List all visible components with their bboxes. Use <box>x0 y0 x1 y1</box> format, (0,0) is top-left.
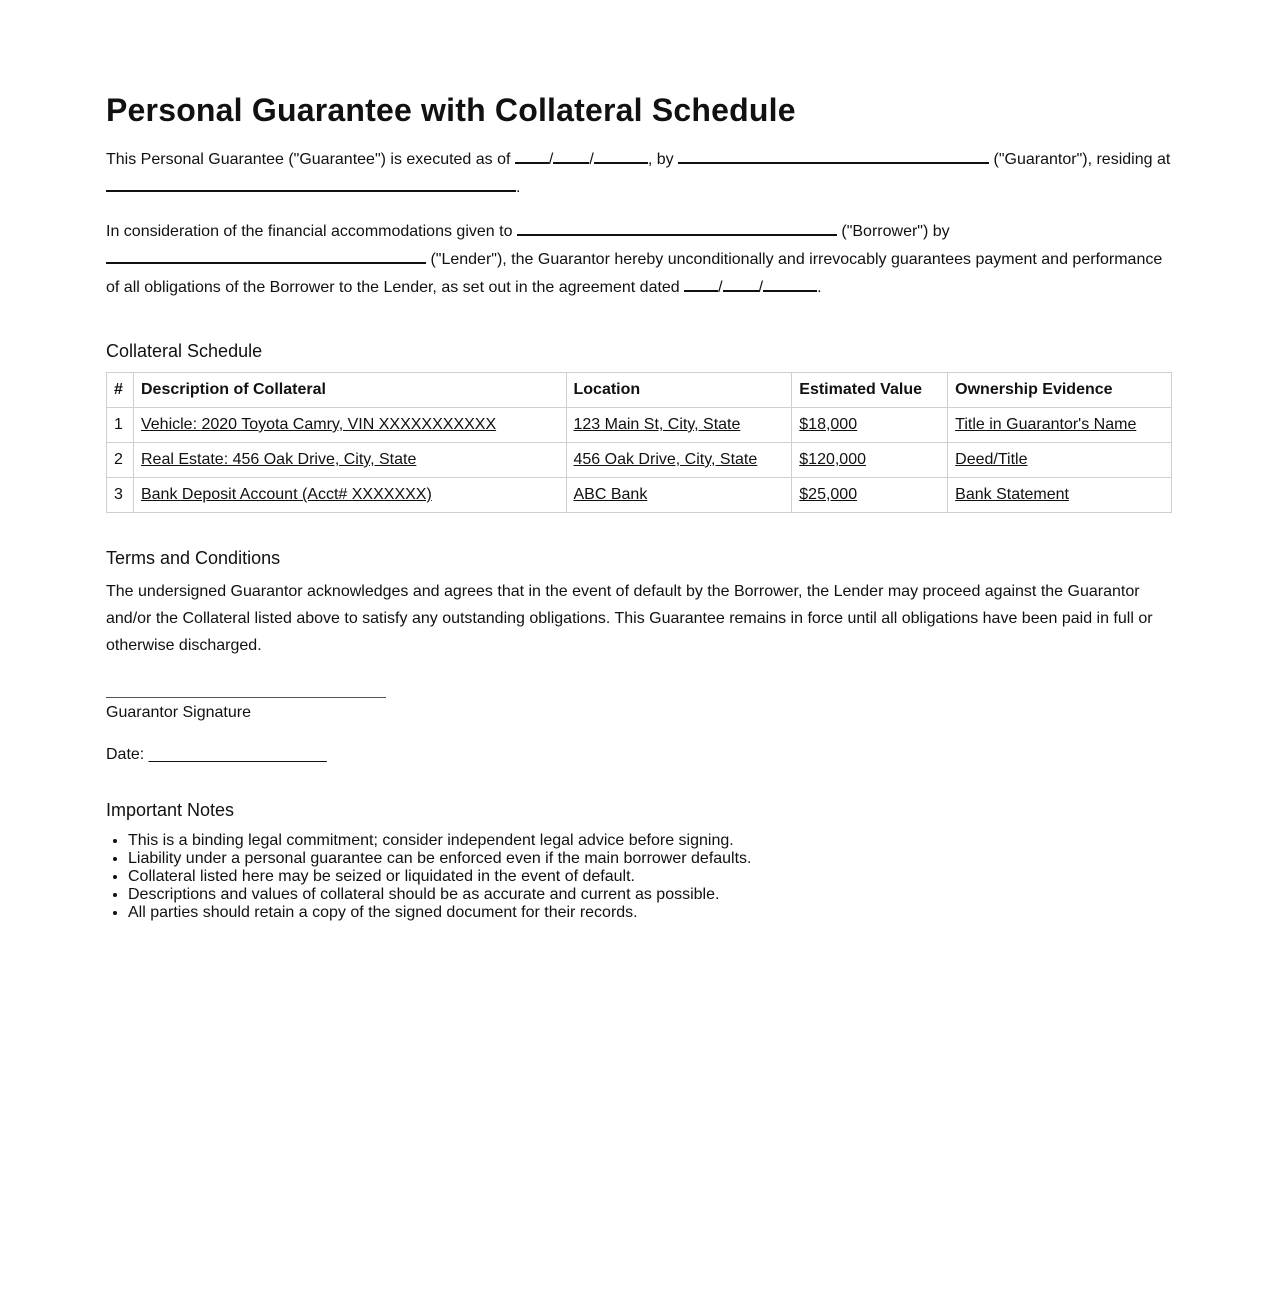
column-header-number: # <box>107 373 134 408</box>
list-item: • Liability under a personal guarantee can be enforced even if the main borrower defaults. <box>128 850 1172 868</box>
value-cell[interactable]: $25,000 <box>792 478 948 513</box>
table-row <box>107 408 1172 443</box>
column-header-value: Estimated Value <box>792 373 948 408</box>
terms-text: The undersigned Guarantor acknowledges and agrees that in the event of default by the Borrower, the Lender may proceed against the Guarantor and/or the Collateral listed above to satisfy any outstanding obligations. This Guarantee remains in force until all obligations have been paid in full or otherwise discharged. <box>106 583 1153 654</box>
description-cell[interactable]: Real Estate: 456 Oak Drive, City, State <box>133 443 566 478</box>
agreement-date-year-field[interactable] <box>763 273 817 292</box>
list-item: • This is a binding legal commitment; consider independent legal advice before signing. <box>128 832 1172 850</box>
agreement-date-day-field[interactable] <box>723 273 759 292</box>
row-number: 3 <box>107 478 134 513</box>
consideration-paragraph: In consideration of the financial accommodations given to ("Borrower") by ("Lender"), the Guarantor hereby unconditionally and irrevocably guarantees payment and performance of all obligations of the Borrower to the Lender, as set out in the agreement dated / / . <box>106 217 1172 301</box>
signature-label: Guarantor Signature <box>106 704 251 721</box>
table-row <box>107 443 1172 478</box>
list-item: • Descriptions and values of collateral should be as accurate and current as possible. <box>128 886 1172 904</box>
execution-date-month-field[interactable] <box>515 145 549 164</box>
column-header-evidence: Ownership Evidence <box>948 373 1172 408</box>
execution-date-day-field[interactable] <box>553 145 589 164</box>
agreement-date-month-field[interactable] <box>684 273 718 292</box>
value-cell[interactable]: $18,000 <box>792 408 948 443</box>
description-cell[interactable]: Vehicle: 2020 Toyota Camry, VIN XXXXXXXXXXX <box>133 408 566 443</box>
notes-list <box>106 832 1172 922</box>
column-header-description: Description of Collateral <box>133 373 566 408</box>
borrower-name-field[interactable] <box>517 217 837 236</box>
table-row <box>107 478 1172 513</box>
document <box>106 88 1172 922</box>
notes-heading: Important Notes <box>106 800 235 820</box>
row-number: 1 <box>107 408 134 443</box>
description-cell[interactable]: Bank Deposit Account (Acct# XXXXXXX) <box>133 478 566 513</box>
signature-line[interactable] <box>106 697 386 698</box>
collateral-heading: Collateral Schedule <box>106 341 263 361</box>
table-header-row <box>107 373 1172 408</box>
evidence-cell[interactable]: Bank Statement <box>948 478 1172 513</box>
evidence-cell[interactable]: Deed/Title <box>948 443 1172 478</box>
column-header-location: Location <box>566 373 792 408</box>
intro-text: This Personal Guarantee ("Guarantee") is executed as of <box>106 151 511 168</box>
guarantor-address-field[interactable] <box>106 173 516 192</box>
page-title: Personal Guarantee with Collateral Schedule <box>106 92 796 128</box>
signature-date[interactable]: Date: ____________________ <box>106 746 327 763</box>
lender-name-field[interactable] <box>106 245 426 264</box>
collateral-table <box>106 372 1172 513</box>
terms-heading: Terms and Conditions <box>106 548 281 568</box>
guarantor-name-field[interactable] <box>678 145 989 164</box>
location-cell[interactable]: ABC Bank <box>566 478 792 513</box>
location-cell[interactable]: 456 Oak Drive, City, State <box>566 443 792 478</box>
list-item: • All parties should retain a copy of the signed document for their records. <box>128 904 1172 922</box>
evidence-cell[interactable]: Title in Guarantor's Name <box>948 408 1172 443</box>
value-cell[interactable]: $120,000 <box>792 443 948 478</box>
execution-date-year-field[interactable] <box>594 145 648 164</box>
list-item: • Collateral listed here may be seized or liquidated in the event of default. <box>128 868 1172 886</box>
location-cell[interactable]: 123 Main St, City, State <box>566 408 792 443</box>
row-number: 2 <box>107 443 134 478</box>
intro-paragraph: This Personal Guarantee ("Guarantee") is executed as of / / , by ("Guarantor"), residing at . <box>106 145 1172 201</box>
